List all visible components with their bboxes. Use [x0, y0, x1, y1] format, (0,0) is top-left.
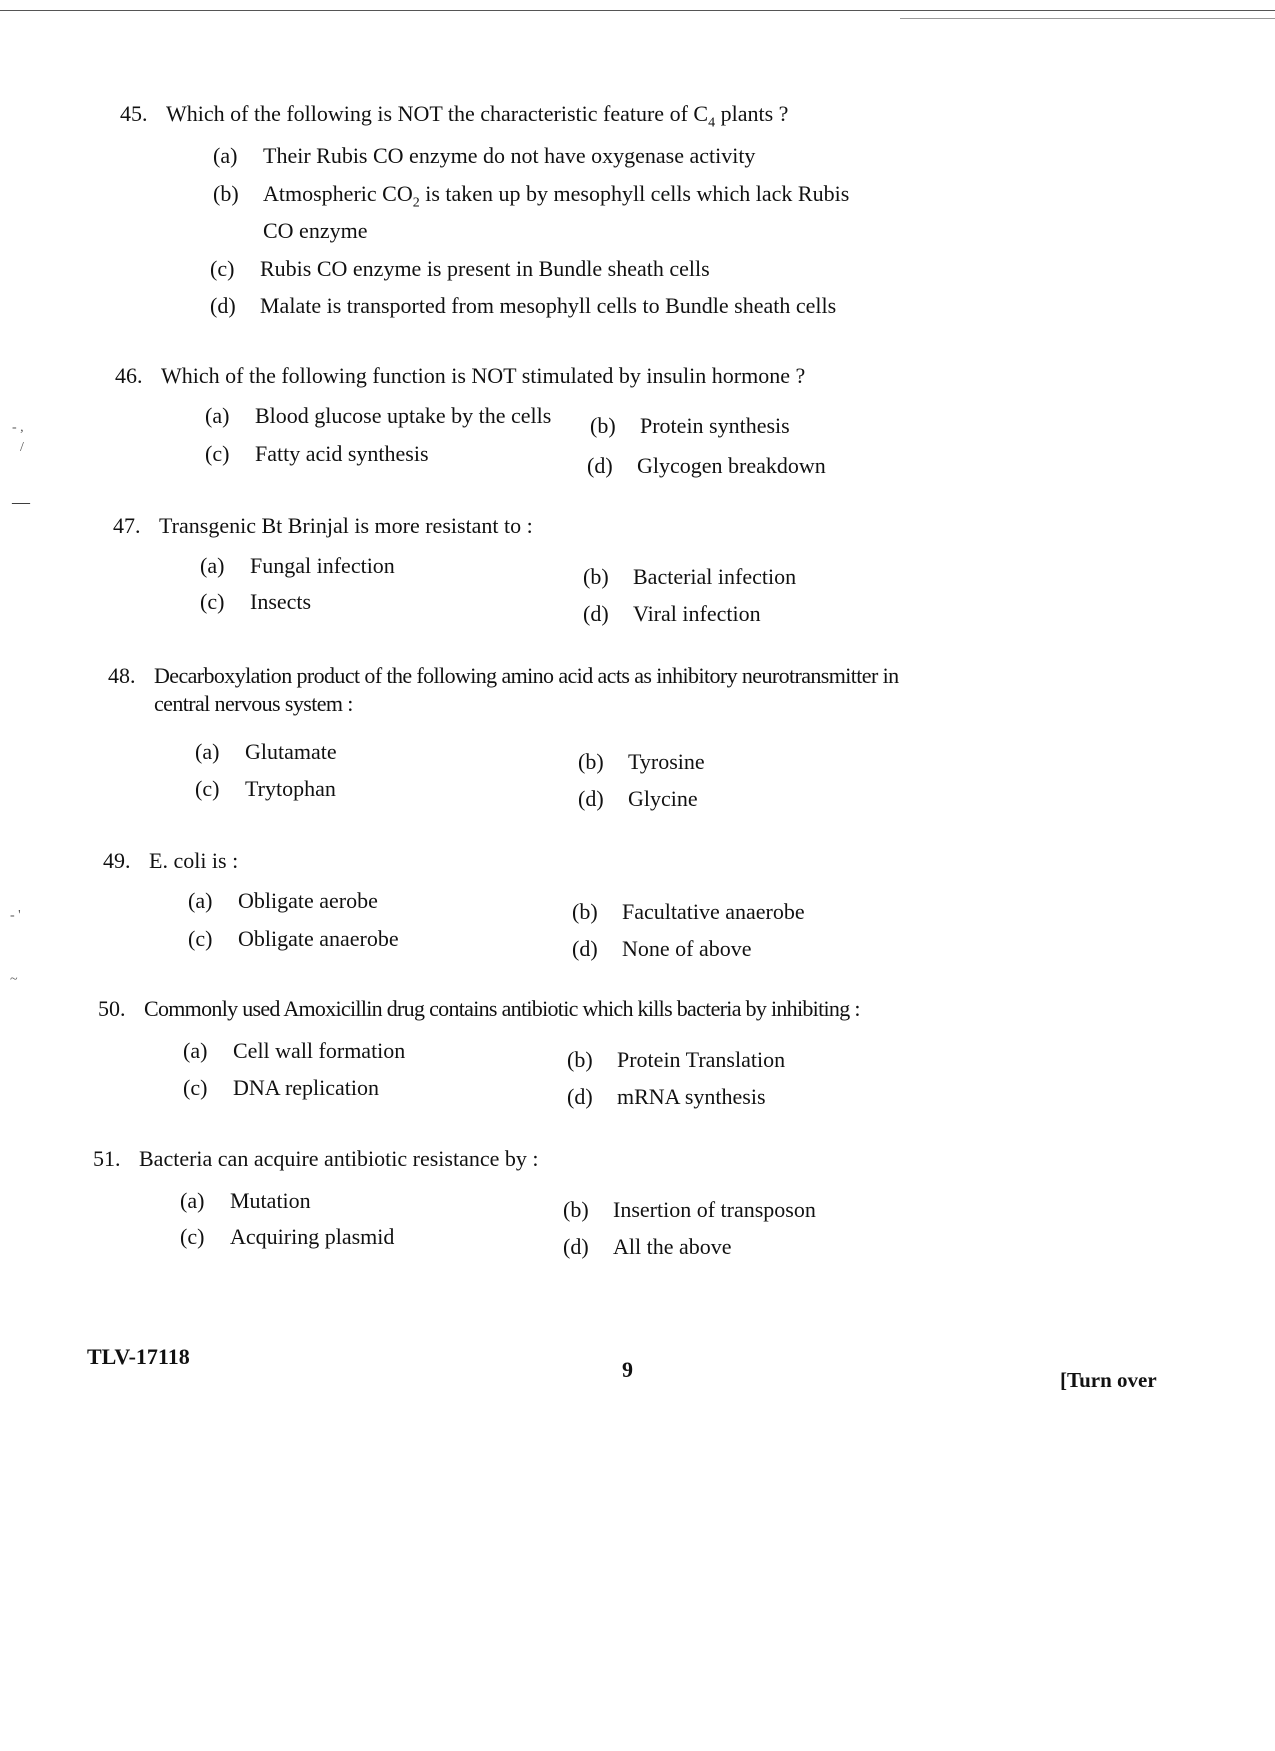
option-b: (b) Protein Translation	[567, 1047, 786, 1072]
margin-mark: - '	[10, 908, 21, 923]
margin-mark: —	[12, 492, 30, 512]
option-b: (b) Atmospheric $CO_2$ is taken up by mesophyll cells which lack Rubis CO enzyme	[213, 181, 850, 244]
option-b: (b) Facultative anaerobe	[572, 899, 805, 924]
question-number: 51.	[93, 1146, 121, 1171]
question-number: 50.	[98, 996, 126, 1021]
question-number: 49.	[103, 848, 131, 873]
question-stem: Commonly used Amoxicillin drug contains antibiotic which kills bacteria by inhibiting :	[144, 996, 860, 1021]
margin-mark: /	[20, 440, 24, 455]
question-number: 47.	[113, 513, 141, 538]
option-b: (b) Protein synthesis	[590, 413, 790, 438]
option-c: (c) Fatty acid synthesis	[205, 441, 429, 466]
question-number: 45.	[120, 101, 148, 126]
question-number: 48.	[108, 663, 136, 688]
option-a: (a) Blood glucose uptake by the cells	[205, 403, 552, 428]
question-50	[98, 995, 964, 1023]
question-48	[108, 662, 944, 718]
question-51	[93, 1145, 919, 1173]
option-b: (b) Tyrosine	[578, 749, 705, 774]
option-d: (d) None of above	[572, 936, 752, 961]
top-rule	[0, 10, 1275, 11]
question-stem: Decarboxylation product of the following amino acid acts as inhibitory neurotransmitter in central nervous system :	[154, 663, 899, 716]
option-d: (d) All the above	[563, 1234, 732, 1259]
option-a: (a) Obligate aerobe	[188, 888, 378, 913]
question-stem: Bacteria can acquire antibiotic resistance by :	[139, 1146, 539, 1171]
option-d: (d) Malate is transported from mesophyll cells to Bundle sheath cells	[210, 293, 837, 318]
option-a: (a) Fungal infection	[200, 553, 395, 578]
margin-mark: - ,	[12, 420, 24, 435]
option-c: (c) Trytophan	[195, 776, 336, 801]
option-a: (a) Their Rubis CO enzyme do not have oxygenase activity	[213, 143, 756, 168]
option-a: (a) Cell wall formation	[183, 1038, 406, 1063]
option-d: (d) Glycogen breakdown	[587, 453, 826, 478]
option-c: (c) Rubis CO enzyme is present in Bundle sheath cells	[210, 256, 710, 281]
question-46	[115, 362, 941, 390]
option-c: (c) DNA replication	[183, 1075, 380, 1100]
question-number: 46.	[115, 363, 143, 388]
question-45	[120, 100, 946, 137]
option-b: (b) Insertion of transposon	[563, 1197, 816, 1222]
option-d: (d) Viral infection	[583, 601, 761, 626]
option-c: (c) Obligate anaerobe	[188, 926, 399, 951]
option-b: (b) Bacterial infection	[583, 564, 797, 589]
option-d: (d) mRNA synthesis	[567, 1084, 766, 1109]
option-a: (a) Glutamate	[195, 739, 337, 764]
question-47	[113, 512, 939, 540]
question-stem: Transgenic Bt Brinjal is more resistant to :	[159, 513, 533, 538]
option-c: (c) Insects	[200, 589, 312, 614]
question-stem: E. coli is :	[149, 848, 239, 873]
page-number: 9	[622, 1357, 633, 1382]
option-a: (a) Mutation	[180, 1188, 311, 1213]
margin-mark: ~	[10, 972, 18, 987]
question-stem: Which of the following function is NOT stimulated by insulin hormone ?	[161, 363, 806, 388]
option-c: (c) Acquiring plasmid	[180, 1224, 395, 1249]
exam-code: TLV-17118	[87, 1344, 190, 1369]
question-stem: Which of the following is NOT the characteristic feature of $C_4$ plants ?	[166, 101, 789, 131]
turn-over-label: [Turn over	[1060, 1368, 1157, 1392]
question-49	[103, 847, 929, 875]
top-rule-secondary	[900, 18, 1275, 19]
option-d: (d) Glycine	[578, 786, 698, 811]
